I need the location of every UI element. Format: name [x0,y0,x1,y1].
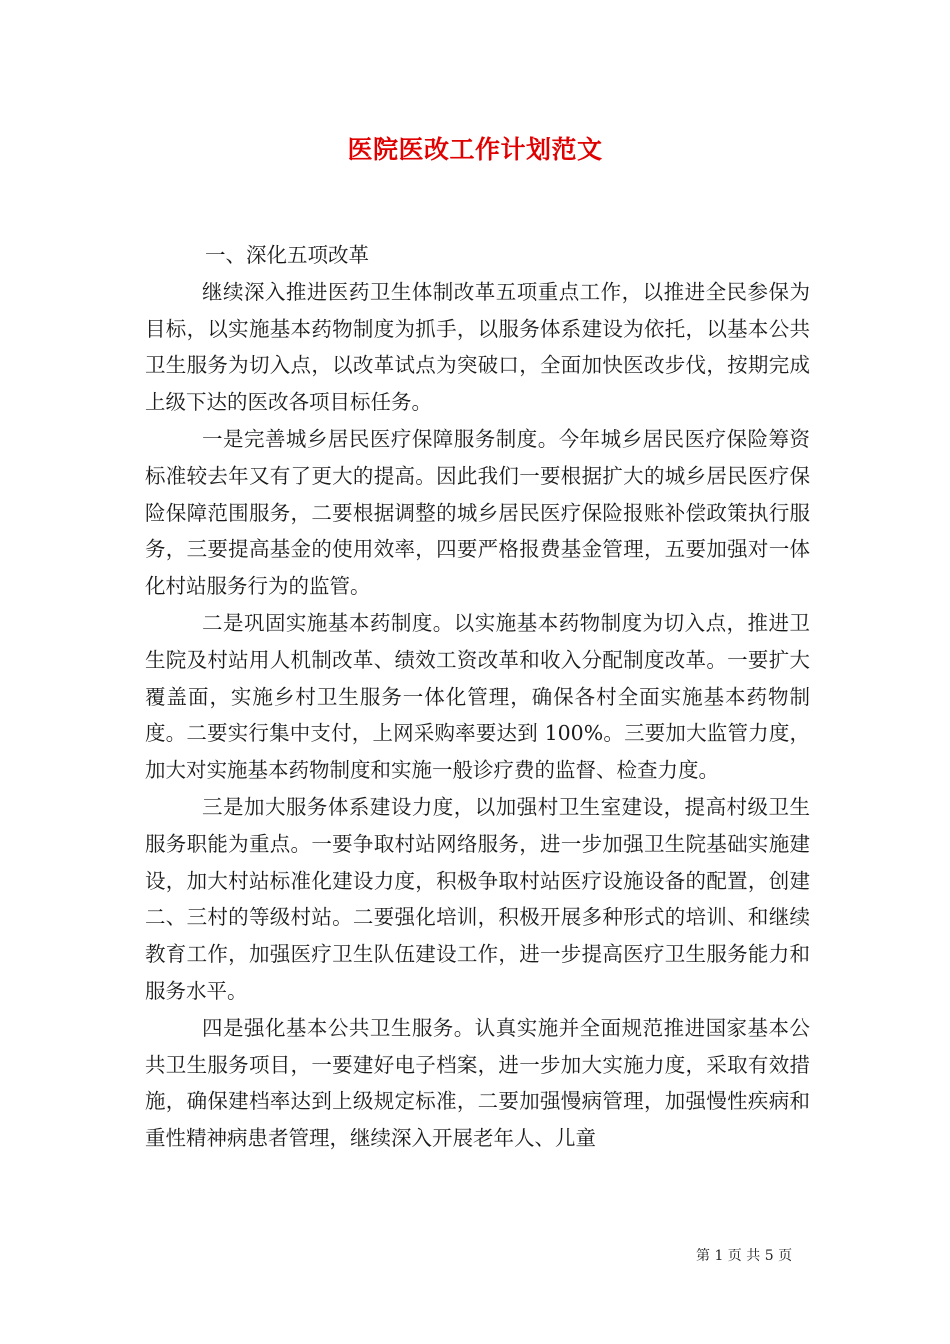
document-body [145,237,810,1157]
section-heading: 一、深化五项改革 [205,243,369,267]
paragraph: 四是强化基本公共卫生服务。认真实施并全面规范推进国家基本公共卫生服务项目，一要建好电子档案，进一步加大实施力度，采取有效措施，确保建档率达到上级规定标准，二要加强慢病管理，加强慢性疾病和重性精神病患者管理，继续深入开展老年人、儿童 [145,1015,810,1151]
document-title: 医院医改工作计划范文 [347,135,603,164]
paragraph: 继续深入推进医药卫生体制改革五项重点工作，以推进全民参保为目标，以实施基本药物制度为抓手，以服务体系建设为依托，以基本公共卫生服务为切入点，以改革试点为突破口，全面加快医改步伐，按期完成上级下达的医改各项目标任务。 [145,279,810,415]
paragraph: 二是巩固实施基本药制度。以实施基本药物制度为切入点，推进卫生院及村站用人机制改革、绩效工资改革和收入分配制度改革。一要扩大覆盖面，实施乡村卫生服务一体化管理，确保各村全面实施基本药物制度。二要实行集中支付，上网采购率要达到 100%。三要加大监管力度，加大对实施基本药物制度和实施一般诊疗费的监督、检查力度。 [145,610,810,783]
page-number-footer: 第 1 页 共 5 页 [696,1248,793,1264]
paragraph: 三是加大服务体系建设力度，以加强村卫生室建设，提高村级卫生服务职能为重点。一要争取村站网络服务，进一步加强卫生院基础实施建设，加大村站标准化建设力度，积极争取村站医疗设施设备的配置，创建二、三村的等级村站。二要强化培训，积极开展多种形式的培训、和继续教育工作，加强医疗卫生队伍建设工作，进一步提高医疗卫生服务能力和服务水平。 [145,794,810,1003]
paragraph: 一是完善城乡居民医疗保障服务制度。今年城乡居民医疗保险筹资标准较去年又有了更大的提高。因此我们一要根据扩大的城乡居民医疗保险保障范围服务，二要根据调整的城乡居民医疗保险报账补偿政策执行服务，三要提高基金的使用效率，四要严格报费基金管理，五要加强对一体化村站服务行为的监管。 [145,426,810,599]
